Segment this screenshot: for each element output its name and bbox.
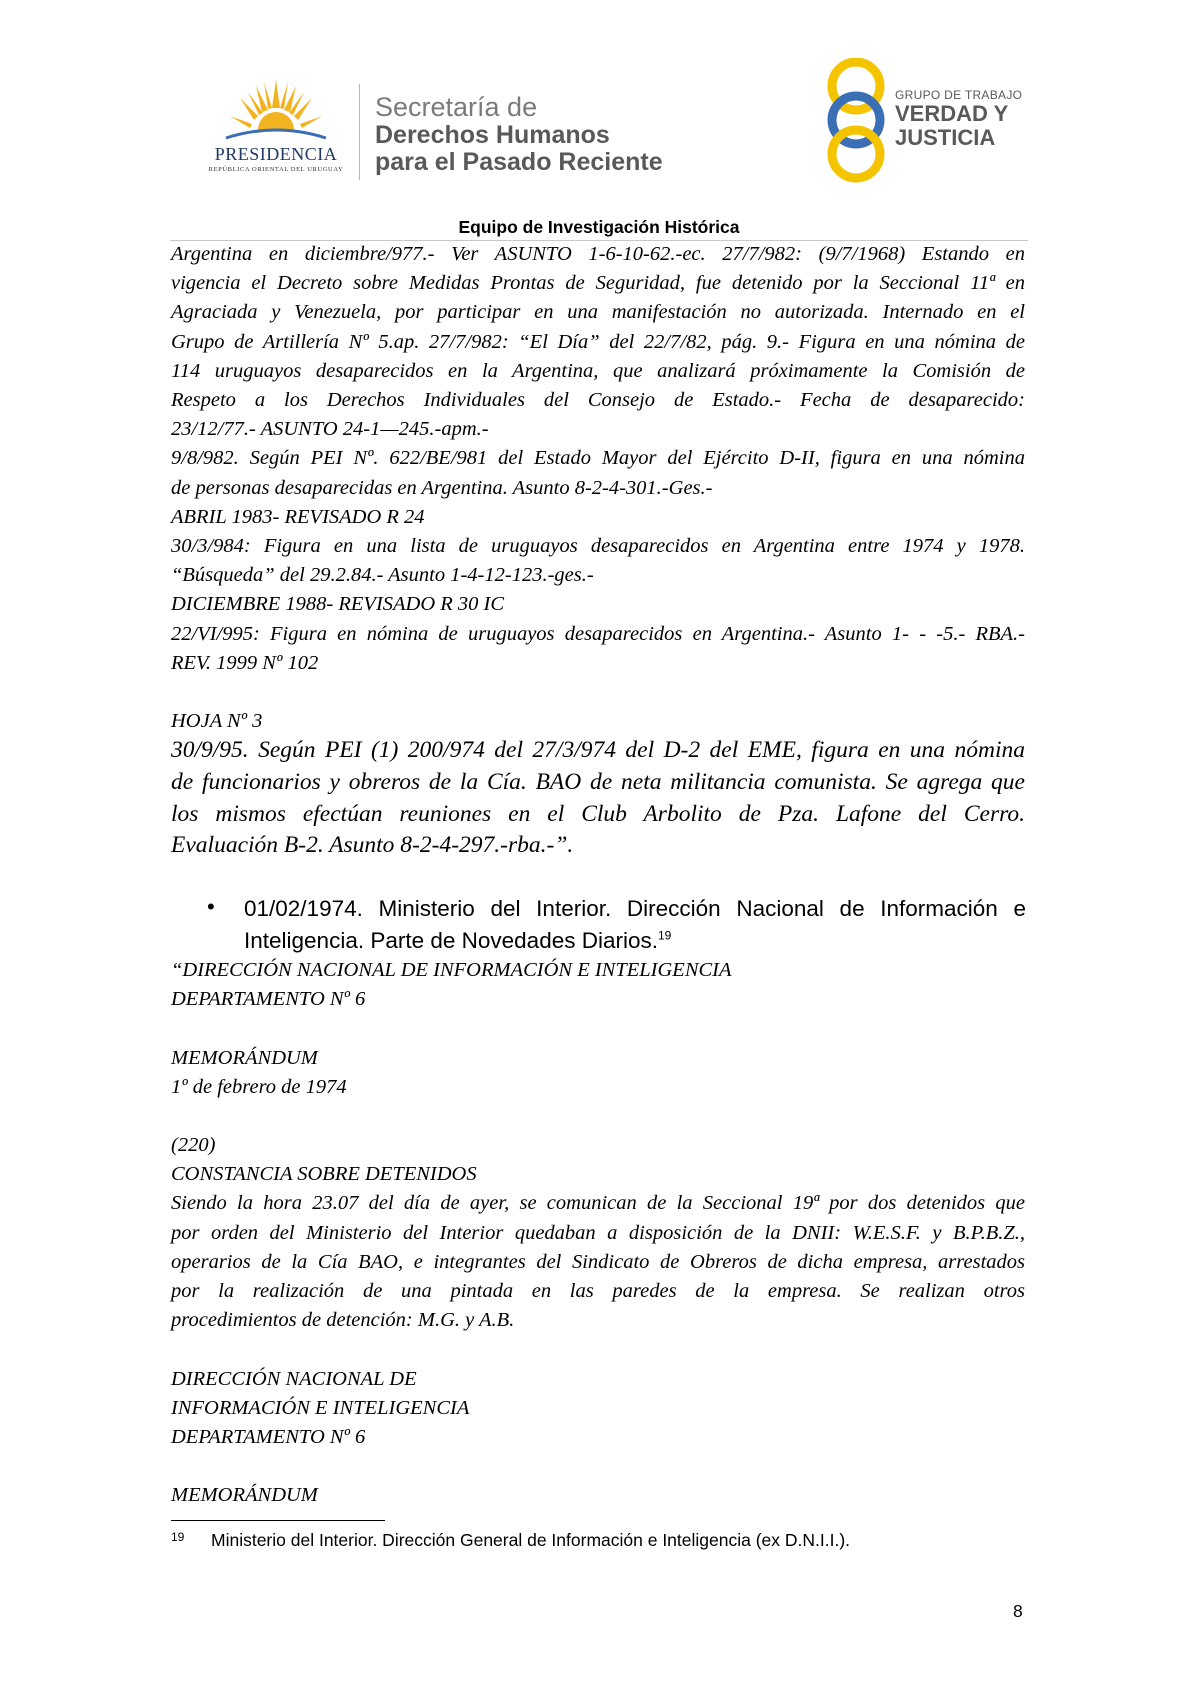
text-line: de funcionarios y obreros de la Cía. BAO de neta militancia comunista. Se agrega que: [171, 768, 1025, 795]
memo-title: MEMORÁNDUM: [171, 1047, 318, 1069]
revision-note: ABRIL 1983- REVISADO R 24: [171, 505, 425, 528]
text-line: Argentina en diciembre/977.- Ver ASUNTO 1-6-10-62.-ec. 27/7/982: (9/7/1968) Estando en: [171, 243, 1025, 265]
memo-1-body: [171, 1131, 1025, 1335]
presidencia-logo: [196, 78, 356, 182]
verdad-justicia-logo: [820, 58, 1030, 183]
text-line: Grupo de Artillería Nº 5.ap. 27/7/982: “El Día” del 22/7/82, pág. 9.- Figura en una nómina de: [171, 330, 1025, 353]
page-number: 8: [1013, 1601, 1023, 1621]
interlocked-rings-icon: [820, 58, 892, 183]
text-line: INFORMACIÓN E INTELIGENCIA: [171, 1397, 470, 1420]
revision-note: DICIEMBRE 1988- REVISADO R 30 IC: [171, 593, 505, 616]
presidencia-subtitle: REPÚBLICA ORIENTAL DEL URUGUAY: [208, 166, 344, 173]
memo-1-header: [171, 956, 1025, 1014]
memo-number: (220): [171, 1134, 216, 1156]
text-line: 30/3/984: Figura en una lista de uruguayos desaparecidos en Argentina entre 1974 y 1978.: [171, 535, 1025, 558]
memo-heading: CONSTANCIA SOBRE DETENIDOS: [171, 1163, 477, 1186]
text-line: de personas desaparecidas en Argentina. Asunto 8-2-4-301.-Ges.-: [171, 476, 713, 499]
text-line: vigencia el Decreto sobre Medidas Prontas de Seguridad, fue detenido por la Seccional 11ª en: [171, 272, 1025, 295]
paragraph-hoja-3: [171, 735, 1025, 862]
text-line: “DIRECCIÓN NACIONAL DE INFORMACIÓN E INTELIGENCIA: [171, 959, 732, 981]
text-line: 22/VI/995: Figura en nómina de uruguayos desaparecidos en Argentina.- Asunto 1- - -5.- RBA.-: [171, 622, 1025, 645]
text-line: los mismos efectúan reuniones en el Club Arbolito de Pza. Lafone del Cerro.: [171, 800, 1025, 827]
header-divider: [359, 84, 360, 180]
sun-icon: [196, 78, 356, 148]
memo-2-header: [171, 1365, 1025, 1453]
footnote-text: Ministerio del Interior. Dirección General de Información e Inteligencia (ex D.N.I.I.).: [211, 1530, 851, 1550]
secretaria-line3: para el Pasado Reciente: [375, 148, 663, 176]
text-line: Agraciada y Venezuela, por participar en una manifestación no autorizada. Internado en el: [171, 301, 1025, 324]
text-line: procedimientos de detención: M.G. y A.B.: [171, 1309, 515, 1332]
secretaria-logo: [375, 92, 663, 176]
secretaria-line1: Secretaría de: [375, 92, 538, 122]
paragraph-1: [171, 240, 1025, 678]
presidencia-title: PRESIDENCIA: [214, 144, 338, 164]
text-line: 30/9/95. Según PEI (1) 200/974 del 27/3/974 del D-2 del EME, figura en una nómina: [171, 737, 1025, 763]
bullet-item: [244, 893, 1026, 956]
footnote-number: 19: [171, 1530, 185, 1544]
text-line: “Búsqueda” del 29.2.84.- Asunto 1-4-12-123.-ges.-: [171, 564, 594, 587]
text-line: 9/8/982. Según PEI Nº. 622/BE/981 del Estado Mayor del Ejército D-II, figura en una nómina: [171, 447, 1025, 470]
text-line: [244, 925, 1026, 957]
bullet-line2: Inteligencia. Parte de Novedades Diarios.: [244, 927, 658, 953]
team-heading: Equipo de Investigación Histórica: [458, 217, 740, 237]
memo-1-title-block: [171, 1044, 1025, 1102]
text-line: Evaluación B-2. Asunto 8-2-4-297.-rba.-”.: [171, 832, 574, 859]
gtvj-line3: JUSTICIA: [895, 125, 996, 150]
text-line: DEPARTAMENTO Nº 6: [171, 988, 366, 1011]
text-line: REV. 1999 Nº 102: [171, 651, 319, 674]
text-line: 01/02/1974. Ministerio del Interior. Dirección Nacional de Información e: [244, 896, 1026, 921]
footnote-rule: [171, 1520, 385, 1521]
text-line: DEPARTAMENTO Nº 6: [171, 1426, 366, 1449]
gtvj-line1: GRUPO DE TRABAJO: [895, 88, 1023, 102]
footnote-ref[interactable]: 19: [658, 928, 672, 942]
text-line: por la realización de una pintada en las paredes de la empresa. Se realizan otros: [171, 1280, 1025, 1303]
memo-2-title: MEMORÁNDUM: [171, 1484, 318, 1506]
secretaria-line2: Derechos Humanos: [375, 121, 610, 149]
text-line: Siendo la hora 23.07 del día de ayer, se comunican de la Seccional 19ª por dos detenidos que: [171, 1192, 1025, 1215]
memo-date: 1º de febrero de 1974: [171, 1076, 347, 1099]
text-line: Respeto a los Derechos Individuales del Consejo de Estado.- Fecha de desaparecido:: [171, 389, 1025, 412]
bullet-marker: •: [207, 894, 215, 919]
text-line: 114 uruguayos desaparecidos en la Argentina, que analizará próximamente la Comisión de: [171, 359, 1025, 382]
text-line: DIRECCIÓN NACIONAL DE: [171, 1368, 417, 1390]
text-line: operarios de la Cía BAO, e integrantes del Sindicato de Obreros de dicha empresa, arrestados: [171, 1250, 1025, 1273]
verdad-justicia-text: [895, 88, 1022, 150]
text-line: 23/12/77.- ASUNTO 24-1—245.-apm.-: [171, 418, 489, 441]
text-line: por orden del Ministerio del Interior quedaban a disposición de la DNII: W.E.S.F. y B.P.B.Z.,: [171, 1221, 1025, 1244]
hoja-label: HOJA Nº 3: [171, 710, 263, 732]
gtvj-line2: VERDAD Y: [895, 101, 1009, 126]
